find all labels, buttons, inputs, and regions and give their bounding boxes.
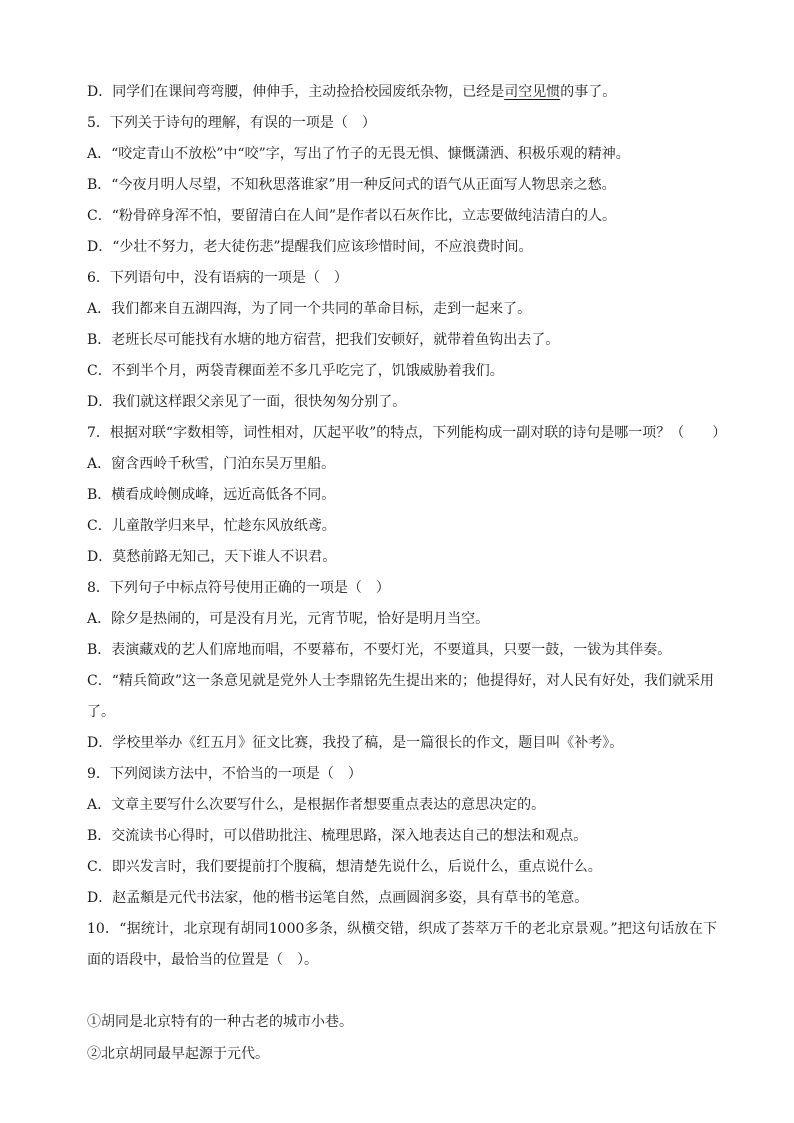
q10-sentence-2: ②北京胡同最早起源于元代。 <box>87 1046 269 1062</box>
q7-option-c: C．儿童散学归来早，忙趁东风放纸鸢。 <box>87 518 336 534</box>
q8-option-c-line2: 了。 <box>87 704 115 720</box>
underlined-term: 司空见惯 <box>504 84 561 100</box>
q4-option-d-text: D．同学们在课间弯弯腰，伸伸手，主动捡拾校园废纸杂物，已经是 <box>87 84 505 100</box>
q4-option-d-suffix: 的事了。 <box>560 84 617 100</box>
q6-stem: 6．下列语句中，没有语病的一项是（ ） <box>87 270 348 286</box>
q6-option-d: D．我们就这样跟父亲见了一面，很快匆匆分别了。 <box>87 394 407 410</box>
q6-option-c: C．不到半个月，两袋青稞面差不多几乎吃完了，饥饿威胁着我们。 <box>87 363 504 379</box>
q5-option-c: C．“粉骨碎身浑不怕，要留清白在人间”是作者以石灰作比，立志要做纯洁清白的人。 <box>87 208 617 224</box>
q8-option-d: D．学校里举办《红五月》征文比赛，我投了稿，是一篇很长的作文，题目叫《补考》。 <box>87 735 624 751</box>
q7-option-a: A．窗含西岭千秋雪，门泊东吴万里船。 <box>87 456 336 472</box>
q9-option-a: A．文章主要写什么次要写什么，是根据作者想要重点表达的意思决定的。 <box>87 797 546 813</box>
q4-option-d <box>87 82 717 102</box>
q7-option-d: D．莫愁前路无知己，天下谁人不识君。 <box>87 549 337 565</box>
q6-option-a: A．我们都来自五湖四海，为了同一个共同的革命目标，走到一起来了。 <box>87 301 532 317</box>
q8-option-b: B．表演藏戏的艺人们席地而唱，不要幕布，不要灯光，不要道具，只要一鼓，一钹为其伴奏。 <box>87 642 672 658</box>
q9-option-c: C．即兴发言时，我们要提前打个腹稿，想清楚先说什么，后说什么，重点说什么。 <box>87 859 602 875</box>
q5-stem: 5．下列关于诗句的理解，有误的一项是（ ） <box>87 115 376 131</box>
q8-option-a: A．除夕是热闹的，可是没有月光，元宵节呢，恰好是明月当空。 <box>87 611 490 627</box>
q9-stem: 9．下列阅读方法中，不恰当的一项是（ ） <box>87 766 362 782</box>
q7-option-b: B．横看成岭侧成峰，远近高低各不同。 <box>87 487 336 503</box>
q5-option-a: A．“咬定青山不放松”中“咬”字，写出了竹子的无畏无惧、慷慨潇洒、积极乐观的精神。 <box>87 146 630 162</box>
q9-option-d: D．赵孟頫是元代书法家，他的楷书运笔自然，点画圆润多姿，具有草书的笔意。 <box>87 890 589 906</box>
q10-stem: 10．“据统计，北京现有胡同1000多条，纵横交错，织成了荟萃万千的老北京景观。”把这句话放在下面的语段中，最恰当的位置是（ ）。 <box>87 921 717 968</box>
q5-option-d: D．“少壮不努力，老大徒伤悲”提醒我们应该珍惜时间，不应浪费时间。 <box>87 239 533 255</box>
q8-stem: 8．下列句子中标点符号使用正确的一项是（ ） <box>87 580 390 596</box>
q9-option-b: B．交流读书心得时，可以借助批注、梳理思路，深入地表达自己的想法和观点。 <box>87 828 588 844</box>
q6-option-b: B．老班长尽可能找有水塘的地方宿营，把我们安顿好，就带着鱼钩出去了。 <box>87 332 560 348</box>
q10-sentence-1: ①胡同是北京特有的一种古老的城市小巷。 <box>87 1014 353 1030</box>
q5-option-b: B．“今夜月明人尽望，不知秋思落谁家”用一种反问式的语气从正面写人物思亲之愁。 <box>87 177 616 193</box>
q7-stem: 7．根据对联“字数相等，词性相对，仄起平收”的特点，下列能构成一副对联的诗句是哪一项？（ ） <box>87 425 727 441</box>
q8-option-c-line1: C．“精兵简政”这一条意见就是党外人士李鼎铭先生提出来的；他提得好，对人民有好处，我们就采用 <box>87 673 715 689</box>
